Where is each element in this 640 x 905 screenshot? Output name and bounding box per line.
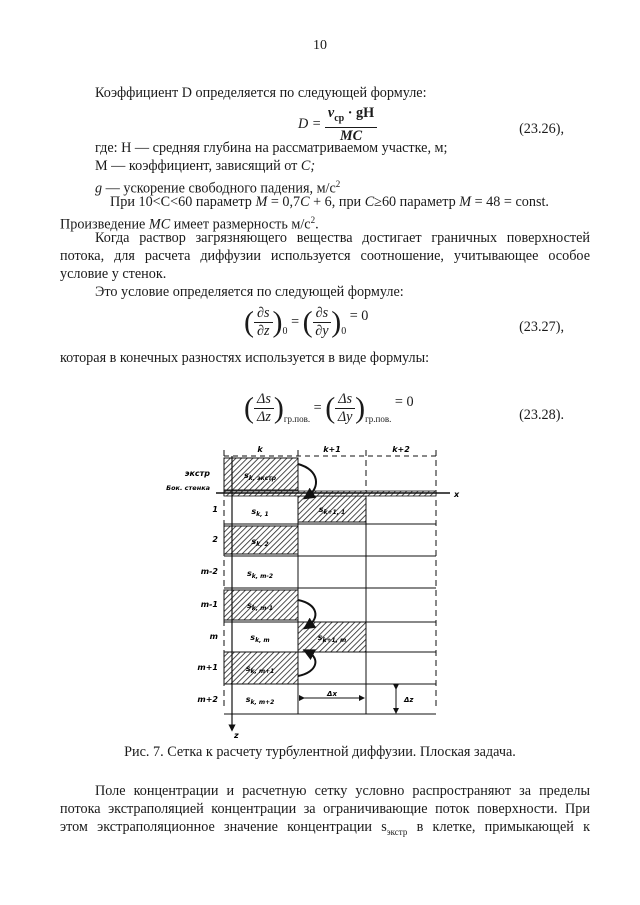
cell-label-k-m-1: $s_{k, m-1}$ bbox=[246, 601, 274, 612]
p4-line: которая в конечных разностях используется в виде формулы: bbox=[60, 350, 430, 366]
row-label-2: 2 bbox=[212, 535, 218, 544]
cell-k-2-hatched bbox=[224, 526, 298, 554]
eq27-dy: ∂y bbox=[315, 323, 329, 340]
row-label-m: m bbox=[209, 632, 218, 641]
eq28-frac-2 bbox=[335, 391, 355, 426]
eq27-frac-1 bbox=[254, 305, 273, 340]
cell-label-k-m-plus-2: $s_{k, m+2}$ bbox=[245, 695, 275, 706]
product-dot: . bbox=[315, 216, 319, 233]
eq28-dz: Δz bbox=[257, 409, 271, 426]
where-h-line: где: Н — средняя глубина на рассматриваемом участке, м; bbox=[95, 140, 448, 156]
para5-l3-b: в клетке, примыкающей к bbox=[407, 819, 590, 835]
row-label-m-2: m-2 bbox=[200, 567, 218, 576]
x-axis-label: x bbox=[454, 490, 460, 499]
eq-v: v bbox=[327, 104, 335, 121]
dz-label: Δz bbox=[404, 696, 414, 704]
eq28-sub-2: гр.пов. bbox=[365, 414, 392, 424]
eq28-rhs: = 0 bbox=[394, 394, 414, 410]
equation-23-28 bbox=[244, 382, 414, 439]
p3-line: Это условие определяется по следующей формуле: bbox=[95, 284, 404, 300]
eq27-sub-2: 0 bbox=[341, 326, 347, 337]
when-text-4: ≥60 параметр bbox=[374, 194, 460, 210]
eq28-frac-1 bbox=[254, 391, 274, 426]
row-label-m-plus-2: m+2 bbox=[197, 695, 218, 704]
cell-label-k-m: $s_{k, m}$ bbox=[250, 633, 270, 644]
para5-line-2: потока экстраполяцией концентрации за ограничивающие поток поверхности. При bbox=[60, 801, 590, 817]
eq-v-sub: ср bbox=[334, 112, 345, 124]
para5-l3-a: этом экстраполяционное значение концентрации s bbox=[60, 819, 387, 835]
grid-verticals bbox=[298, 496, 366, 714]
where-m-c: С; bbox=[300, 158, 316, 174]
cell-extr-hatched bbox=[224, 458, 298, 490]
cell-label-k-1: $s_{k, 1}$ bbox=[251, 507, 269, 518]
eq27-dz: ∂z bbox=[257, 323, 270, 340]
para2-line-1: Когда раствор загрязняющего вещества достигает граничных поверхностей bbox=[95, 230, 590, 246]
cell-label-k-2: $s_{k, 2}$ bbox=[251, 537, 269, 548]
z-axis-label: z bbox=[234, 731, 239, 740]
eq27-sub-1: 0 bbox=[282, 326, 288, 337]
eq27-equals: = bbox=[291, 314, 300, 330]
where-m-text: М — коэффициент, зависящий от bbox=[95, 158, 301, 174]
when-line bbox=[110, 193, 549, 211]
equation-number-23-27: (23.27), bbox=[519, 319, 564, 335]
where-g-var: g bbox=[95, 180, 103, 197]
dx-label: Δx bbox=[327, 690, 337, 698]
eq-num-rest: · gH bbox=[344, 104, 375, 121]
page-number: 10 bbox=[313, 38, 327, 53]
product-text-1: Произведение bbox=[60, 216, 149, 233]
eq27-rparen-1: ) bbox=[272, 305, 283, 339]
where-g-text: — ускорение свободного падения, м/с bbox=[102, 180, 336, 197]
eq28-rparen-2: ) bbox=[355, 391, 366, 425]
when-c1: C bbox=[300, 194, 310, 210]
para5-l3-sub: экстр bbox=[386, 826, 408, 837]
when-text-5: = 48 = const. bbox=[471, 194, 549, 210]
para5-line-3 bbox=[60, 818, 590, 841]
equation-number-23-26: (23.26), bbox=[519, 121, 564, 137]
where-g-sup: 2 bbox=[335, 179, 341, 189]
eq27-frac-2 bbox=[313, 305, 332, 340]
cell-label-k-m-2: $s_{k, m-2}$ bbox=[246, 569, 274, 580]
eq28-dy: Δy bbox=[337, 409, 353, 426]
cell-label-k1-m: $s_{k+1, m}$ bbox=[317, 633, 347, 644]
col-label-k1: k+1 bbox=[323, 445, 341, 454]
eq27-rhs: = 0 bbox=[349, 308, 369, 324]
row-label-1: 1 bbox=[212, 505, 218, 514]
where-m-line bbox=[95, 157, 315, 175]
eq28-equals: = bbox=[313, 400, 322, 416]
diffusion-grid-figure bbox=[166, 440, 480, 740]
eq27-rparen-2: ) bbox=[331, 305, 342, 339]
para5-line-1: Поле концентрации и расчетную сетку условно распространяют за пределы bbox=[95, 783, 590, 799]
row-label-extr: экстр bbox=[184, 469, 210, 478]
eq27-lparen-1: ( bbox=[244, 305, 254, 339]
cell-label-k1-1: $s_{k+1, 1}$ bbox=[318, 505, 346, 516]
product-sup: 2 bbox=[310, 215, 316, 225]
dimension-markers bbox=[302, 687, 396, 711]
when-m2: M bbox=[459, 194, 472, 210]
eq27-lparen-2: ( bbox=[302, 305, 313, 339]
figure-caption: Рис. 7. Сетка к расчету турбулентной диффузии. Плоская задача. bbox=[124, 744, 516, 760]
col-label-k: k bbox=[257, 445, 263, 454]
when-text-2: = 0,7 bbox=[267, 194, 301, 210]
eq28-ds-1: Δs bbox=[254, 391, 274, 409]
para2-line-2: потока, для расчета диффузии используется соотношение, учитывающее особое bbox=[60, 248, 590, 264]
when-m1: M bbox=[255, 194, 268, 210]
eq27-ds-1: ∂s bbox=[254, 305, 273, 323]
eq28-rparen-1: ) bbox=[273, 391, 284, 425]
eq27-ds-2: ∂s bbox=[313, 305, 332, 323]
eq-lhs: D = bbox=[298, 116, 322, 132]
equation-23-27 bbox=[244, 296, 368, 352]
row-label-m-1: m-1 bbox=[200, 600, 218, 609]
when-c2: C bbox=[364, 194, 375, 210]
eq28-ds-2: Δs bbox=[335, 391, 355, 409]
eq28-lparen-1: ( bbox=[244, 391, 254, 425]
product-mc: MC bbox=[148, 216, 171, 233]
intro-line-1: Коэффициент D определяется по следующей формуле: bbox=[95, 85, 427, 101]
cell-label-extr: $s_{k, экстр}$ bbox=[243, 471, 277, 482]
eq28-lparen-2: ( bbox=[325, 391, 336, 425]
when-text-1: При 10<C<60 параметр bbox=[110, 194, 256, 210]
row-label-m-plus-1: m+1 bbox=[197, 663, 218, 672]
product-text-2: имеет размерность м/с bbox=[170, 216, 311, 233]
col-label-k2: k+2 bbox=[392, 445, 410, 454]
eq-numerator bbox=[325, 105, 377, 128]
eq-den-text: MC bbox=[340, 127, 363, 144]
eq28-sub-1: гр.пов. bbox=[283, 414, 311, 424]
when-text-3: + 6, при bbox=[309, 194, 365, 210]
para2-line-3: условие у стенок. bbox=[60, 266, 167, 282]
equation-number-23-28: (23.28). bbox=[519, 407, 564, 423]
row-label-wall: Бок. стенка bbox=[166, 484, 210, 492]
cell-label-k-m-plus-1: $s_{k, m+1}$ bbox=[245, 664, 275, 675]
